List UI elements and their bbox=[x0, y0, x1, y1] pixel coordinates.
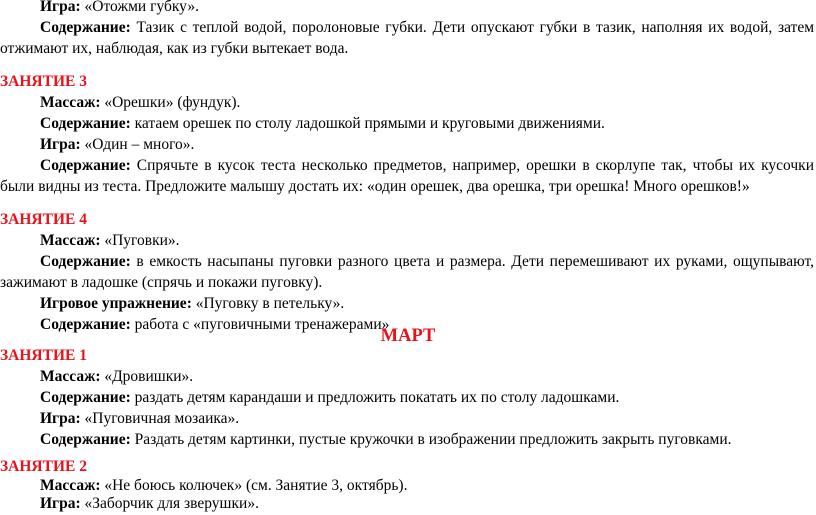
massage-line bbox=[40, 366, 814, 388]
content-label: Содержание: bbox=[40, 157, 131, 174]
game-label: Игра: bbox=[40, 410, 81, 427]
game-text: «Один – много». bbox=[84, 136, 195, 153]
game-label: Игра: bbox=[40, 0, 81, 15]
content-line bbox=[40, 155, 814, 177]
massage-text: «Не боюсь колючек» (см. Занятие 3, октябрь). bbox=[104, 477, 408, 494]
content-continuation: зажимают в ладошке (спрячь и покажи пуговку). bbox=[0, 274, 323, 291]
massage-label: Массаж: bbox=[40, 232, 101, 249]
lesson-heading: ЗАНЯТИЕ 2 bbox=[0, 458, 87, 475]
massage-text: «Орешки» (фундук). bbox=[104, 94, 241, 111]
game-label: Игра: bbox=[40, 495, 81, 512]
game-text: «Отожми губку». bbox=[84, 0, 199, 15]
content-label: Содержание: bbox=[40, 316, 131, 333]
game-line bbox=[40, 493, 814, 515]
content-label: Содержание: bbox=[40, 253, 131, 270]
exercise-line bbox=[40, 293, 814, 315]
content-text: Раздать детям картинки, пустые кружочки в изображении предложить закрыть пуговками. bbox=[134, 431, 732, 448]
month-heading: МАРТ bbox=[380, 326, 436, 346]
content-text: Тазик с теплой водой, поролоновые губки. Дети опускают губки в тазик, наполняя их водой, затем bbox=[136, 19, 815, 36]
massage-label: Массаж: bbox=[40, 368, 101, 385]
content-label: Содержание: bbox=[40, 389, 131, 406]
massage-label: Массаж: bbox=[40, 94, 101, 111]
massage-line bbox=[40, 230, 814, 252]
lesson-heading: ЗАНЯТИЕ 4 bbox=[0, 211, 87, 228]
game-text: «Заборчик для зверушки». bbox=[84, 495, 259, 512]
content-line bbox=[40, 113, 814, 135]
game-label: Игра: bbox=[40, 136, 81, 153]
massage-line bbox=[40, 92, 814, 114]
lesson-heading: ЗАНЯТИЕ 3 bbox=[0, 73, 87, 90]
game-text: «Пуговичная мозаика». bbox=[84, 410, 240, 427]
exercise-text: «Пуговку в петельку». bbox=[195, 295, 345, 312]
content-line bbox=[40, 429, 814, 451]
content-text: раздать детям карандаши и предложить покатать их по столу ладошками. bbox=[134, 389, 620, 406]
content-text: в емкость насыпаны пуговки разного цвета и размера. Дети перемешивают их руками, ощупывают, bbox=[136, 253, 814, 270]
content-text: работа с «пуговичными тренажерами» bbox=[134, 316, 390, 333]
content-label: Содержание: bbox=[40, 19, 131, 36]
content-line bbox=[40, 387, 814, 409]
content-text: Спрячьте в кусок теста несколько предметов, например, орешки в скорлупе так, чтобы их кусочки bbox=[136, 157, 814, 174]
game-line bbox=[40, 0, 814, 18]
massage-label: Массаж: bbox=[40, 477, 101, 494]
content-continuation: были видны из теста. Предложите малышу достать их: «один орешек, два орешка, три орешка! Много орешков!» bbox=[0, 178, 750, 195]
game-line bbox=[40, 408, 814, 430]
content-continuation: отжимают их, наблюдая, как из губки вытекает вода. bbox=[0, 40, 349, 57]
content-line bbox=[40, 251, 814, 273]
massage-text: «Пуговки». bbox=[104, 232, 180, 249]
content-label: Содержание: bbox=[40, 431, 131, 448]
content-line bbox=[40, 17, 814, 39]
exercise-label: Игровое упражнение: bbox=[40, 295, 192, 312]
content-label: Содержание: bbox=[40, 115, 131, 132]
game-line bbox=[40, 134, 814, 156]
lesson-heading: ЗАНЯТИЕ 1 bbox=[0, 347, 87, 364]
content-text: катаем орешек по столу ладошкой прямыми и круговыми движениями. bbox=[134, 115, 605, 132]
massage-text: «Дровишки». bbox=[104, 368, 194, 385]
